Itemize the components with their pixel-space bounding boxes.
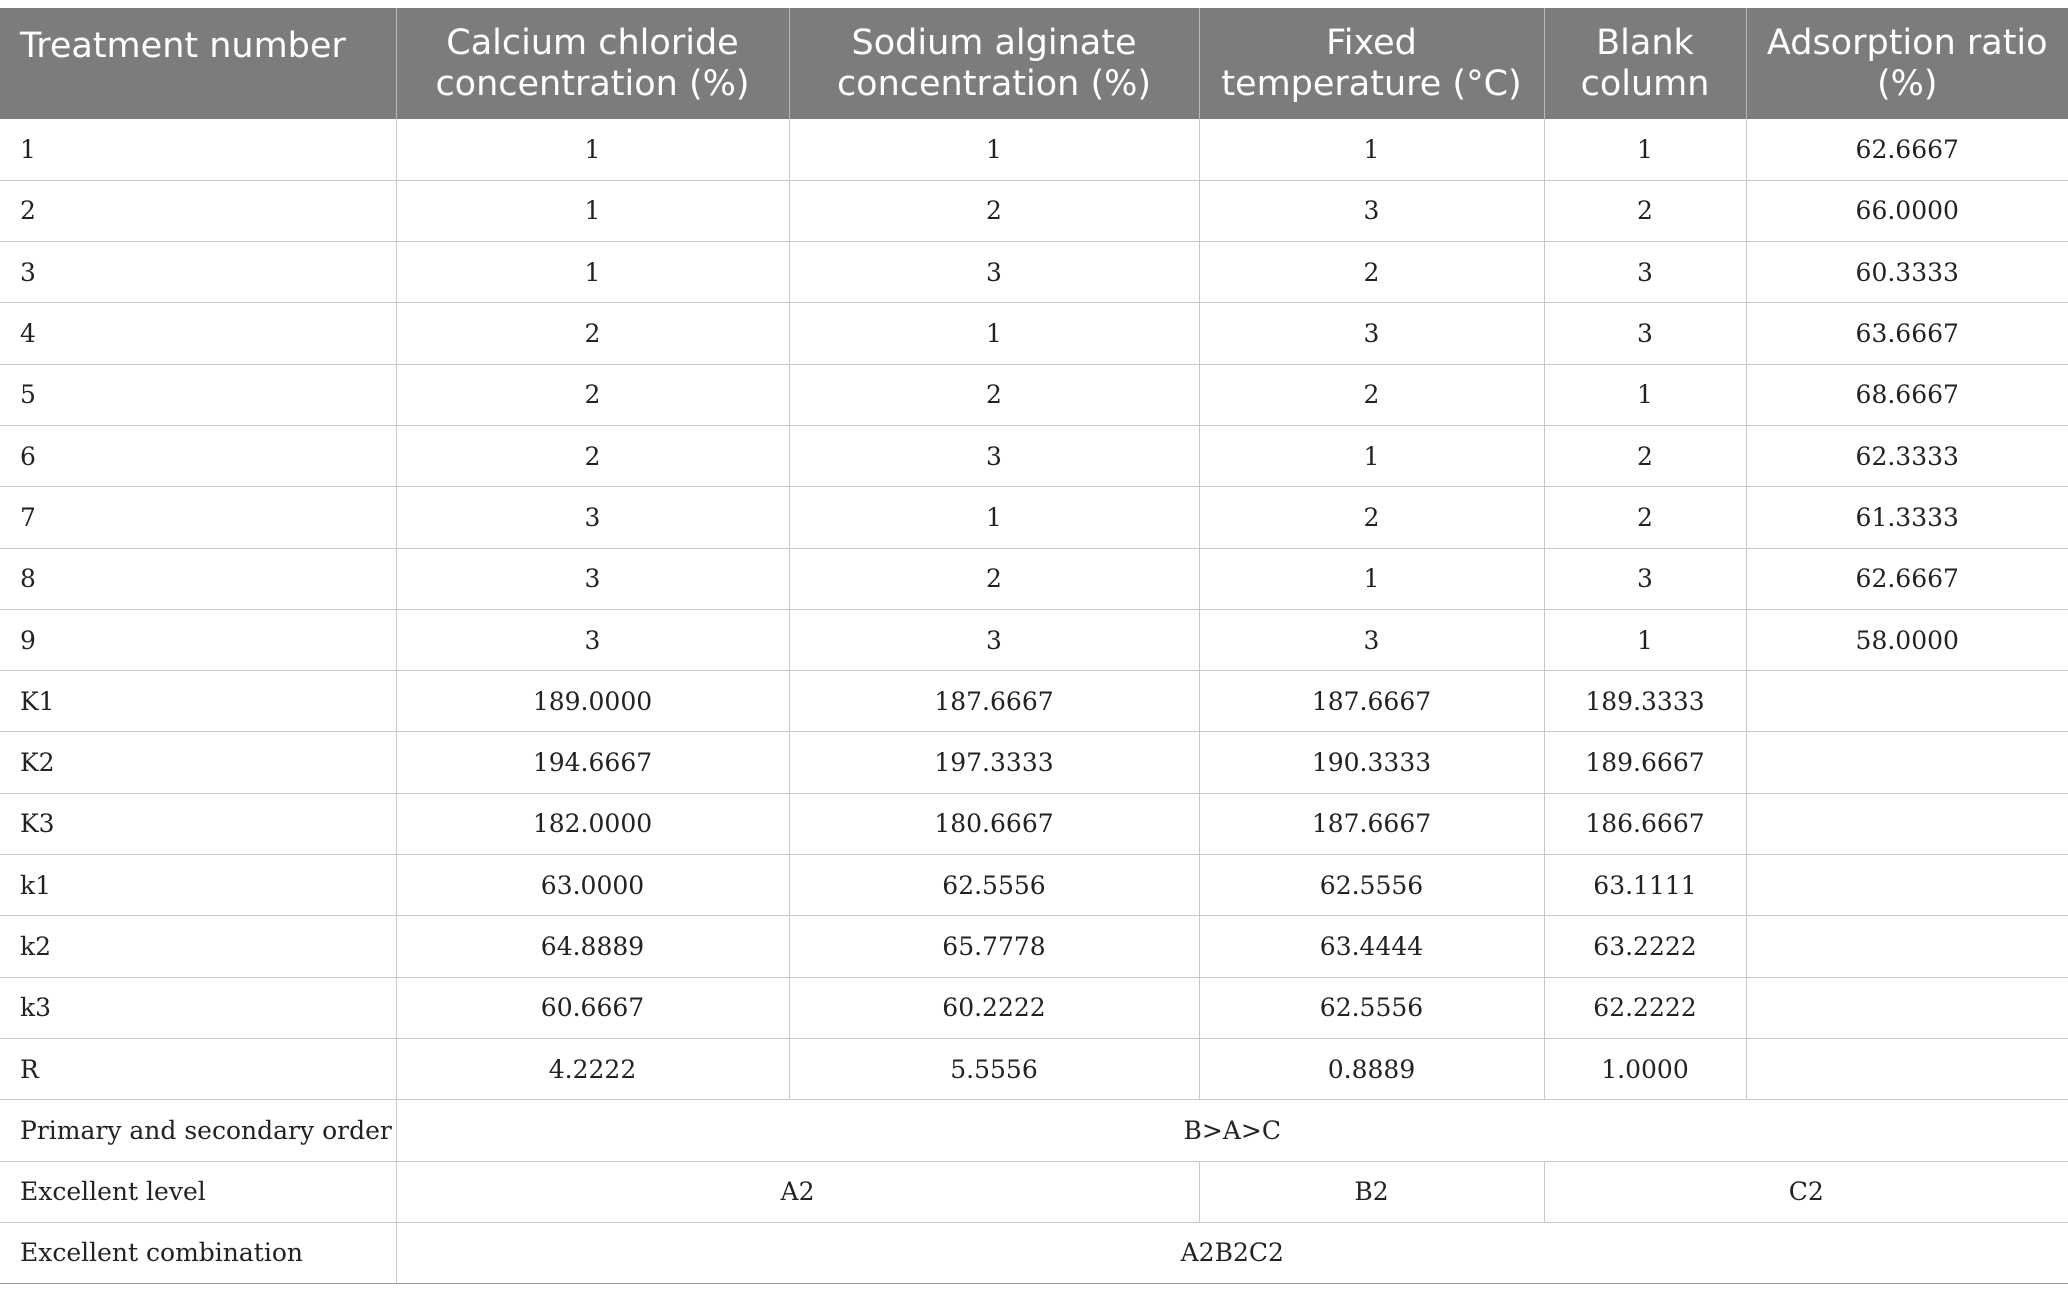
level-a: A2 (396, 1161, 1199, 1222)
treatment-number-cell: 8 (0, 548, 396, 609)
table-row (0, 855, 2068, 916)
calcium-chloride-cell: 63.0000 (396, 855, 789, 916)
calcium-chloride-cell: 3 (396, 548, 789, 609)
blank-column-cell: 1.0000 (1544, 1038, 1746, 1099)
calcium-chloride-cell: 3 (396, 487, 789, 548)
orthogonal-test-table (0, 8, 2068, 1284)
level-b: B2 (1199, 1161, 1544, 1222)
sodium-alginate-cell: 62.5556 (789, 855, 1199, 916)
table-row (0, 671, 2068, 732)
fixed-temperature-cell: 2 (1199, 242, 1544, 303)
header-calcium-chloride: Calcium chloride concentration (%) (396, 8, 789, 119)
calcium-chloride-cell: 189.0000 (396, 671, 789, 732)
excellent-combination-row (0, 1222, 2068, 1283)
adsorption-ratio-cell: 63.6667 (1746, 303, 2068, 364)
treatment-number-cell: 5 (0, 364, 396, 425)
treatment-number-cell: k3 (0, 977, 396, 1038)
blank-column-cell: 189.6667 (1544, 732, 1746, 793)
treatment-number-cell: 2 (0, 180, 396, 241)
calcium-chloride-cell: 3 (396, 609, 789, 670)
treatment-number-cell: 3 (0, 242, 396, 303)
order-label: Primary and secondary order (0, 1100, 396, 1161)
calcium-chloride-cell: 4.2222 (396, 1038, 789, 1099)
treatment-number-cell: 6 (0, 425, 396, 486)
sodium-alginate-cell: 187.6667 (789, 671, 1199, 732)
table-row (0, 977, 2068, 1038)
table-row (0, 609, 2068, 670)
table-row (0, 364, 2068, 425)
adsorption-ratio-cell: 58.0000 (1746, 609, 2068, 670)
blank-column-cell: 1 (1544, 119, 1746, 180)
table-header (0, 8, 2068, 119)
blank-column-cell: 186.6667 (1544, 793, 1746, 854)
calcium-chloride-cell: 194.6667 (396, 732, 789, 793)
adsorption-ratio-cell (1746, 793, 2068, 854)
table-row (0, 548, 2068, 609)
treatment-number-cell: K2 (0, 732, 396, 793)
treatment-number-cell: 1 (0, 119, 396, 180)
fixed-temperature-cell: 190.3333 (1199, 732, 1544, 793)
sodium-alginate-cell: 60.2222 (789, 977, 1199, 1038)
adsorption-ratio-cell: 62.6667 (1746, 548, 2068, 609)
sodium-alginate-cell: 2 (789, 548, 1199, 609)
adsorption-ratio-cell (1746, 916, 2068, 977)
header-adsorption-ratio: Adsorption ratio (%) (1746, 8, 2068, 119)
adsorption-ratio-cell: 62.6667 (1746, 119, 2068, 180)
table-row (0, 916, 2068, 977)
combination-value: A2B2C2 (396, 1222, 2068, 1283)
sodium-alginate-cell: 180.6667 (789, 793, 1199, 854)
table-row (0, 180, 2068, 241)
blank-column-cell: 1 (1544, 364, 1746, 425)
table-row (0, 793, 2068, 854)
fixed-temperature-cell: 62.5556 (1199, 977, 1544, 1038)
treatment-number-cell: K3 (0, 793, 396, 854)
table-row (0, 119, 2068, 180)
adsorption-ratio-cell (1746, 855, 2068, 916)
header-row (0, 8, 2068, 119)
level-label: Excellent level (0, 1161, 396, 1222)
blank-column-cell: 3 (1544, 242, 1746, 303)
calcium-chloride-cell: 1 (396, 180, 789, 241)
combination-label: Excellent combination (0, 1222, 396, 1283)
adsorption-ratio-cell (1746, 671, 2068, 732)
calcium-chloride-cell: 2 (396, 425, 789, 486)
sodium-alginate-cell: 3 (789, 425, 1199, 486)
adsorption-ratio-cell: 61.3333 (1746, 487, 2068, 548)
fixed-temperature-cell: 0.8889 (1199, 1038, 1544, 1099)
adsorption-ratio-cell (1746, 977, 2068, 1038)
results-table-container (0, 8, 2068, 1284)
fixed-temperature-cell: 3 (1199, 303, 1544, 364)
fixed-temperature-cell: 62.5556 (1199, 855, 1544, 916)
blank-column-cell: 2 (1544, 180, 1746, 241)
calcium-chloride-cell: 1 (396, 242, 789, 303)
sodium-alginate-cell: 1 (789, 303, 1199, 364)
fixed-temperature-cell: 3 (1199, 180, 1544, 241)
sodium-alginate-cell: 2 (789, 364, 1199, 425)
calcium-chloride-cell: 2 (396, 364, 789, 425)
sodium-alginate-cell: 65.7778 (789, 916, 1199, 977)
sodium-alginate-cell: 1 (789, 487, 1199, 548)
header-sodium-alginate: Sodium alginate concentration (%) (789, 8, 1199, 119)
order-row (0, 1100, 2068, 1161)
fixed-temperature-cell: 1 (1199, 425, 1544, 486)
excellent-level-row (0, 1161, 2068, 1222)
blank-column-cell: 63.2222 (1544, 916, 1746, 977)
treatment-number-cell: 4 (0, 303, 396, 364)
adsorption-ratio-cell: 68.6667 (1746, 364, 2068, 425)
treatment-number-cell: K1 (0, 671, 396, 732)
fixed-temperature-cell: 187.6667 (1199, 671, 1544, 732)
fixed-temperature-cell: 1 (1199, 548, 1544, 609)
adsorption-ratio-cell (1746, 1038, 2068, 1099)
blank-column-cell: 2 (1544, 425, 1746, 486)
blank-column-cell: 62.2222 (1544, 977, 1746, 1038)
table-row (0, 1038, 2068, 1099)
table-row (0, 242, 2068, 303)
treatment-number-cell: k1 (0, 855, 396, 916)
fixed-temperature-cell: 2 (1199, 364, 1544, 425)
table-body (0, 119, 2068, 1284)
treatment-number-cell: 9 (0, 609, 396, 670)
sodium-alginate-cell: 1 (789, 119, 1199, 180)
fixed-temperature-cell: 187.6667 (1199, 793, 1544, 854)
sodium-alginate-cell: 3 (789, 609, 1199, 670)
adsorption-ratio-cell (1746, 732, 2068, 793)
blank-column-cell: 3 (1544, 548, 1746, 609)
calcium-chloride-cell: 2 (396, 303, 789, 364)
fixed-temperature-cell: 3 (1199, 609, 1544, 670)
header-fixed-temperature: Fixed temperature (°C) (1199, 8, 1544, 119)
fixed-temperature-cell: 63.4444 (1199, 916, 1544, 977)
calcium-chloride-cell: 64.8889 (396, 916, 789, 977)
table-row (0, 303, 2068, 364)
header-blank-column: Blank column (1544, 8, 1746, 119)
fixed-temperature-cell: 2 (1199, 487, 1544, 548)
blank-column-cell: 2 (1544, 487, 1746, 548)
calcium-chloride-cell: 182.0000 (396, 793, 789, 854)
blank-column-cell: 63.1111 (1544, 855, 1746, 916)
adsorption-ratio-cell: 60.3333 (1746, 242, 2068, 303)
table-row (0, 425, 2068, 486)
blank-column-cell: 1 (1544, 609, 1746, 670)
level-c: C2 (1544, 1161, 2068, 1222)
calcium-chloride-cell: 1 (396, 119, 789, 180)
sodium-alginate-cell: 197.3333 (789, 732, 1199, 793)
adsorption-ratio-cell: 62.3333 (1746, 425, 2068, 486)
blank-column-cell: 3 (1544, 303, 1746, 364)
blank-column-cell: 189.3333 (1544, 671, 1746, 732)
header-treatment-number: Treatment number (0, 8, 396, 119)
fixed-temperature-cell: 1 (1199, 119, 1544, 180)
treatment-number-cell: 7 (0, 487, 396, 548)
treatment-number-cell: k2 (0, 916, 396, 977)
order-value: B>A>C (396, 1100, 2068, 1161)
table-row (0, 487, 2068, 548)
sodium-alginate-cell: 2 (789, 180, 1199, 241)
calcium-chloride-cell: 60.6667 (396, 977, 789, 1038)
sodium-alginate-cell: 3 (789, 242, 1199, 303)
sodium-alginate-cell: 5.5556 (789, 1038, 1199, 1099)
treatment-number-cell: R (0, 1038, 396, 1099)
adsorption-ratio-cell: 66.0000 (1746, 180, 2068, 241)
table-row (0, 732, 2068, 793)
